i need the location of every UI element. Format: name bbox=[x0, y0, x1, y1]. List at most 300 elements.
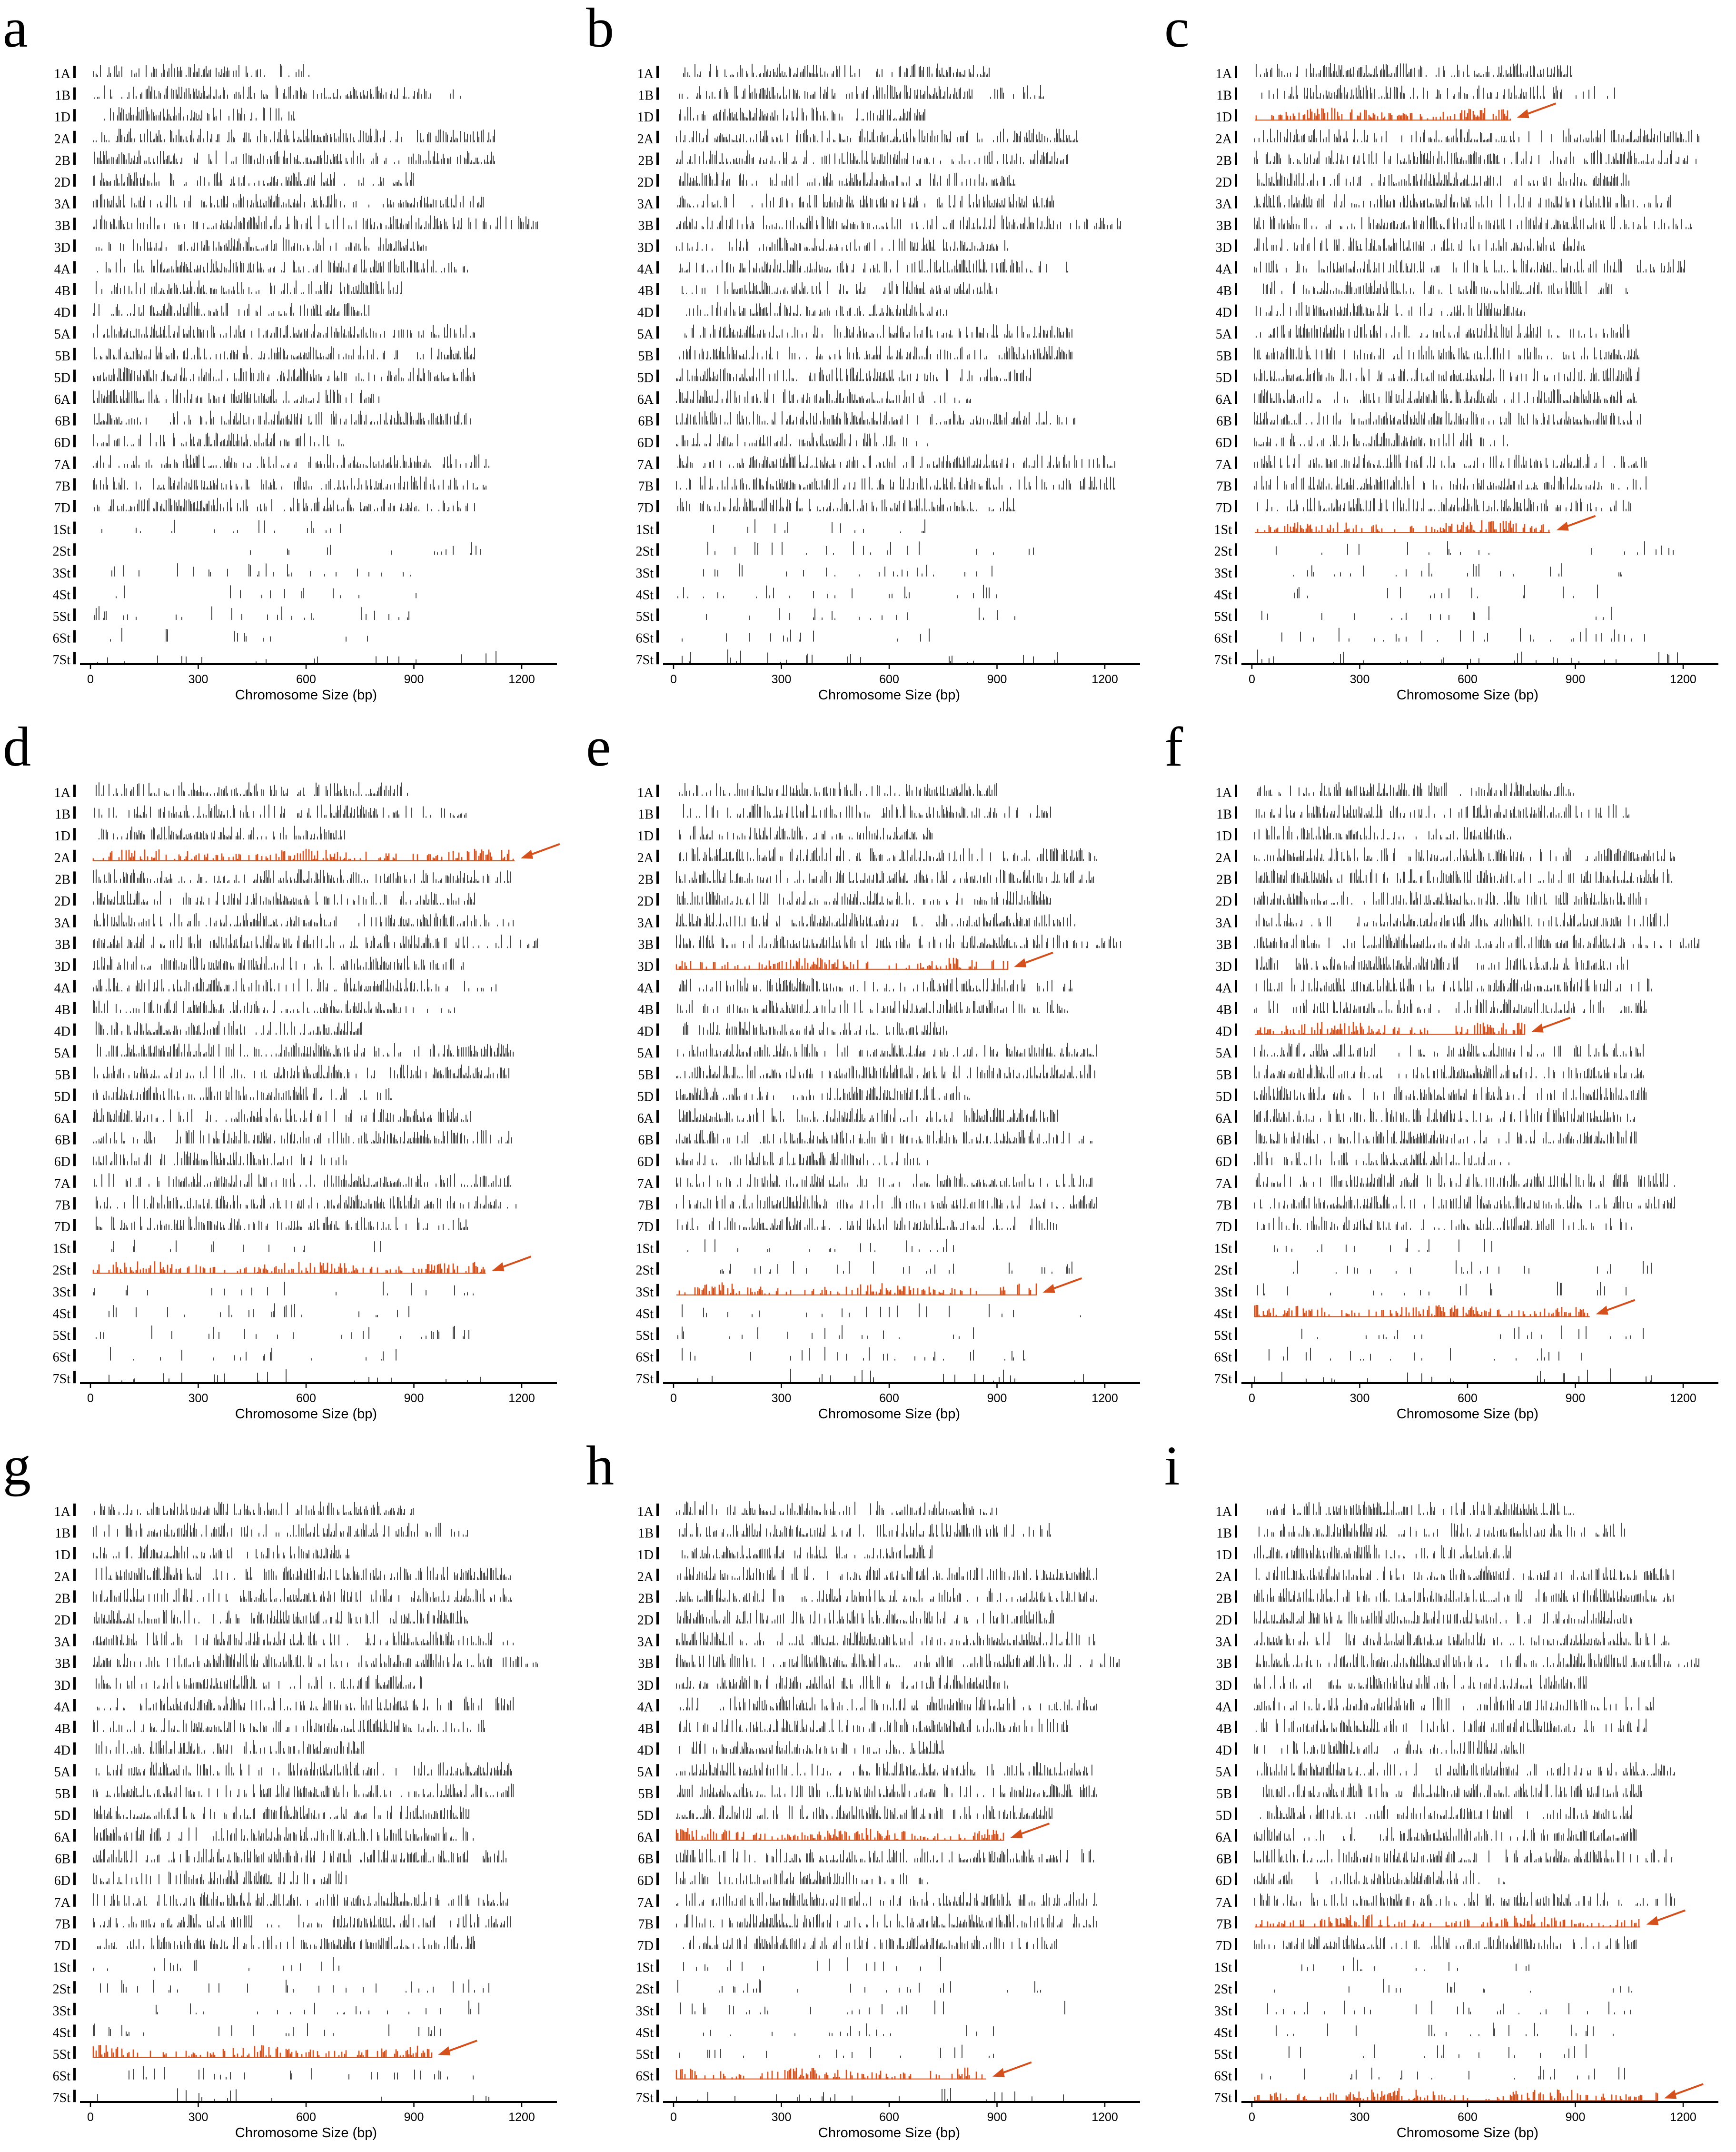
chromosome-label: 5St bbox=[1214, 609, 1232, 624]
track-marker bbox=[73, 807, 76, 819]
marker-density-bars bbox=[1255, 216, 1692, 229]
track-marker bbox=[656, 785, 659, 797]
marker-density-bars bbox=[676, 1849, 1093, 1863]
chromosome-label: 4A bbox=[637, 981, 654, 996]
marker-density-bars bbox=[96, 1762, 512, 1775]
chromosome-label: 6D bbox=[1215, 1155, 1232, 1170]
marker-density-bars bbox=[95, 913, 513, 927]
x-tick-label: 0 bbox=[670, 1392, 677, 1405]
marker-density-bars bbox=[1258, 1216, 1632, 1230]
chromosome-track-6D bbox=[637, 1152, 928, 1169]
marker-density-bars bbox=[1256, 1566, 1673, 1580]
marker-density-bars bbox=[676, 368, 1031, 381]
marker-density-bars bbox=[682, 1544, 932, 1558]
chromosome-track-1B bbox=[638, 85, 1043, 103]
marker-density-bars bbox=[93, 1653, 537, 1667]
chromosome-label: 7D bbox=[637, 1939, 654, 1953]
track-marker bbox=[73, 218, 76, 230]
chromosome-label: 6St bbox=[635, 631, 654, 646]
marker-density-bars bbox=[1255, 1065, 1643, 1078]
track-marker bbox=[1235, 218, 1237, 230]
chromosome-track-4B bbox=[638, 281, 996, 299]
chromosome-track-4D bbox=[637, 1022, 946, 1039]
marker-density-bars bbox=[95, 1065, 509, 1078]
chromosome-label: 1D bbox=[637, 829, 654, 844]
chromosome-track-7B bbox=[55, 1195, 516, 1213]
track-marker bbox=[1235, 1176, 1237, 1188]
track-marker bbox=[73, 1894, 76, 1907]
chromosome-label: 5A bbox=[637, 327, 654, 342]
track-marker bbox=[1235, 1197, 1237, 1209]
track-marker bbox=[1235, 1677, 1237, 1690]
track-marker bbox=[656, 1699, 659, 1711]
chromosome-label: 3D bbox=[54, 1678, 70, 1693]
track-marker bbox=[1235, 1569, 1237, 1581]
chromosome-label: 6St bbox=[52, 2069, 70, 2084]
marker-density-bars bbox=[684, 1936, 1056, 1949]
marker-density-bars bbox=[678, 1783, 1096, 1797]
marker-density-bars bbox=[688, 1239, 953, 1252]
track-marker bbox=[1235, 1525, 1237, 1538]
track-marker bbox=[1235, 1002, 1237, 1014]
marker-density-bars bbox=[1255, 934, 1699, 948]
chromosome-track-1St bbox=[636, 519, 925, 538]
chromosome-label: 3St bbox=[52, 566, 70, 581]
marker-density-bars bbox=[1255, 433, 1508, 447]
track-marker bbox=[73, 1743, 76, 1755]
track-marker bbox=[73, 1024, 76, 1036]
marker-density-bars bbox=[714, 519, 925, 533]
chromosome-track-5B bbox=[1216, 1065, 1643, 1083]
chromosome-label: 6A bbox=[1215, 392, 1232, 407]
chromosome-label: 5St bbox=[635, 1328, 654, 1343]
chromosome-track-4St bbox=[1214, 585, 1597, 603]
x-tick-label: 600 bbox=[1458, 2111, 1478, 2124]
track-marker bbox=[73, 283, 76, 295]
marker-density-bars bbox=[93, 1261, 485, 1274]
track-marker bbox=[1235, 174, 1237, 187]
marker-density-bars bbox=[1255, 194, 1670, 208]
marker-density-bars bbox=[1256, 1719, 1646, 1732]
marker-density-bars bbox=[93, 1108, 470, 1122]
marker-density-bars bbox=[676, 1871, 928, 1884]
marker-density-bars bbox=[721, 1261, 1072, 1274]
track-marker bbox=[73, 1262, 76, 1275]
track-marker bbox=[656, 1241, 659, 1253]
track-marker bbox=[73, 937, 76, 949]
marker-density-bars bbox=[1275, 1979, 1632, 1993]
x-tick-label: 1200 bbox=[508, 1392, 535, 1405]
chromosome-track-7D bbox=[1216, 498, 1630, 516]
chromosome-label: 1B bbox=[55, 807, 70, 822]
track-marker bbox=[73, 980, 76, 992]
chromosome-label: 2A bbox=[1215, 131, 1232, 147]
chromosome-track-1B bbox=[55, 85, 460, 103]
track-marker bbox=[1235, 326, 1237, 339]
track-marker bbox=[1235, 1504, 1237, 1516]
chromosome-label: 4B bbox=[1216, 1003, 1232, 1017]
chromosome-track-4A bbox=[637, 1696, 1096, 1714]
chromosome-label: 2A bbox=[637, 1569, 654, 1584]
track-marker bbox=[656, 1873, 659, 1885]
track-marker bbox=[73, 1569, 76, 1581]
marker-density-bars bbox=[95, 85, 460, 99]
marker-density-bars bbox=[156, 2001, 479, 2014]
chromosome-track-6A bbox=[54, 389, 379, 407]
track-marker bbox=[656, 2003, 659, 2015]
x-axis-title: Chromosome Size (bp) bbox=[235, 2125, 377, 2141]
chromosome-label: 6B bbox=[1216, 1852, 1232, 1867]
marker-density-bars bbox=[110, 1347, 396, 1361]
chromosome-label: 4A bbox=[54, 1700, 70, 1715]
chromosome-track-2A bbox=[54, 1566, 510, 1584]
marker-density-bars bbox=[95, 346, 475, 359]
chromosome-label: 1D bbox=[637, 110, 654, 125]
marker-density-bars bbox=[685, 324, 1072, 338]
track-marker bbox=[656, 478, 659, 490]
track-marker bbox=[656, 1721, 659, 1733]
panel-letter: a bbox=[3, 0, 28, 59]
chromosome-label: 4A bbox=[637, 1700, 654, 1715]
chromosome-label: 3D bbox=[637, 240, 654, 255]
chromosome-track-3A bbox=[637, 1632, 1095, 1650]
track-marker bbox=[656, 261, 659, 273]
x-tick-label: 0 bbox=[87, 2111, 94, 2124]
chromosome-track-6St bbox=[1214, 2066, 1625, 2083]
marker-density-bars bbox=[1258, 1762, 1675, 1775]
marker-density-bars bbox=[676, 1805, 1052, 1819]
track-marker bbox=[73, 1088, 76, 1101]
chromosome-track-1D bbox=[637, 1544, 932, 1563]
track-marker bbox=[73, 1699, 76, 1711]
chromosome-label: 6B bbox=[638, 1133, 654, 1148]
chromosome-label: 7A bbox=[1215, 1895, 1232, 1910]
chromosome-track-5B bbox=[638, 1065, 1095, 1083]
chromosome-label: 6B bbox=[55, 414, 70, 429]
chromosome-track-5St bbox=[636, 2045, 993, 2062]
chromosome-label: 6A bbox=[637, 1830, 654, 1845]
marker-density-bars bbox=[679, 85, 1043, 99]
track-marker bbox=[73, 1305, 76, 1318]
track-marker bbox=[73, 1677, 76, 1690]
chromosome-track-2St bbox=[1214, 1979, 1632, 1997]
marker-density-bars bbox=[679, 978, 1072, 992]
karyotype-plot bbox=[0, 1435, 578, 2152]
chromosome-label: 4D bbox=[54, 1743, 70, 1758]
chromosome-track-7A bbox=[637, 454, 1115, 472]
highlight-arrowhead bbox=[1014, 958, 1026, 967]
track-marker bbox=[1235, 871, 1237, 884]
marker-density-bars bbox=[93, 129, 495, 142]
chromosome-track-7A bbox=[1216, 454, 1646, 472]
track-marker bbox=[656, 305, 659, 317]
chromosome-label: 2D bbox=[54, 1613, 70, 1628]
track-marker bbox=[656, 326, 659, 339]
track-marker bbox=[656, 174, 659, 187]
track-marker bbox=[1235, 1371, 1237, 1383]
marker-density-bars bbox=[1258, 1282, 1626, 1295]
marker-density-bars bbox=[1275, 1239, 1492, 1252]
marker-density-bars bbox=[95, 498, 475, 511]
marker-density-bars bbox=[1255, 1086, 1646, 1100]
track-marker bbox=[656, 915, 659, 927]
chromosome-track-3B bbox=[55, 215, 537, 233]
panel-i bbox=[1161, 1435, 1736, 2152]
chromosome-track-3B bbox=[55, 934, 537, 952]
chromosome-label: 5D bbox=[54, 1808, 70, 1823]
chromosome-label: 6St bbox=[635, 2069, 654, 2084]
chromosome-label: 2A bbox=[54, 850, 70, 866]
chromosome-track-3B bbox=[638, 1654, 1119, 1672]
chromosome-label: 3A bbox=[54, 916, 70, 931]
marker-density-bars bbox=[95, 1502, 413, 1515]
karyotype-plot bbox=[583, 1435, 1161, 2152]
chromosome-track-5D bbox=[637, 368, 1031, 386]
track-marker bbox=[73, 1132, 76, 1145]
chromosome-track-6B bbox=[1216, 1849, 1672, 1867]
track-marker bbox=[73, 478, 76, 490]
marker-density-bars bbox=[98, 651, 496, 663]
chromosome-label: 2B bbox=[1216, 1591, 1232, 1606]
marker-density-bars bbox=[93, 1282, 473, 1295]
chromosome-track-6B bbox=[55, 411, 470, 429]
chromosome-track-6A bbox=[637, 389, 971, 407]
chromosome-label: 4B bbox=[638, 1003, 654, 1017]
track-marker bbox=[656, 1002, 659, 1014]
x-tick-label: 0 bbox=[670, 2111, 677, 2124]
track-marker bbox=[656, 66, 659, 78]
marker-density-bars bbox=[1258, 782, 1573, 796]
chromosome-track-6A bbox=[54, 1108, 470, 1126]
chromosome-label: 1St bbox=[635, 522, 654, 538]
track-marker bbox=[656, 1981, 659, 1993]
track-marker bbox=[656, 1045, 659, 1057]
track-marker bbox=[1235, 1786, 1237, 1798]
marker-density-bars bbox=[98, 1935, 475, 1949]
track-marker bbox=[656, 1327, 659, 1340]
chromosome-track-3B bbox=[1216, 934, 1699, 952]
chromosome-label: 7D bbox=[54, 1939, 70, 1953]
chromosome-label: 4St bbox=[1214, 2025, 1232, 2041]
chromosome-label: 6St bbox=[52, 631, 70, 646]
chromosome-track-3B bbox=[638, 215, 1121, 233]
chromosome-track-6St bbox=[53, 628, 367, 646]
track-marker bbox=[1235, 196, 1237, 209]
track-marker bbox=[656, 1110, 659, 1123]
chromosome-label: 1St bbox=[635, 1241, 654, 1256]
x-tick-label: 600 bbox=[1458, 1392, 1478, 1405]
marker-density-bars bbox=[112, 563, 410, 577]
track-marker bbox=[1235, 152, 1237, 165]
chromosome-label: 3A bbox=[637, 1634, 654, 1650]
marker-density-bars bbox=[676, 1195, 1096, 1208]
track-marker bbox=[73, 1002, 76, 1014]
marker-density-bars bbox=[676, 1174, 1092, 1187]
chromosome-track-7A bbox=[54, 1892, 507, 1910]
x-tick-label: 900 bbox=[404, 2111, 424, 2124]
track-marker bbox=[1235, 131, 1237, 143]
chromosome-track-6B bbox=[55, 1849, 506, 1867]
x-tick-label: 600 bbox=[879, 2111, 899, 2124]
track-marker bbox=[656, 1807, 659, 1820]
chromosome-track-2A bbox=[54, 844, 560, 866]
marker-density-bars bbox=[1262, 606, 1612, 620]
chromosome-label: 3St bbox=[1214, 566, 1232, 581]
chromosome-track-1A bbox=[54, 782, 407, 800]
chromosome-label: 3D bbox=[1215, 1678, 1232, 1693]
chromosome-track-4A bbox=[1216, 259, 1685, 277]
chromosome-label: 1B bbox=[1216, 1526, 1232, 1541]
chromosome-track-6B bbox=[1216, 1130, 1636, 1148]
x-tick-label: 1200 bbox=[1091, 2111, 1118, 2124]
x-tick-label: 300 bbox=[771, 673, 792, 686]
chromosome-track-5St bbox=[1214, 606, 1612, 624]
chromosome-track-1A bbox=[1216, 63, 1572, 81]
chromosome-track-5D bbox=[54, 368, 475, 386]
panel-g bbox=[0, 1435, 578, 2152]
track-marker bbox=[73, 1327, 76, 1340]
marker-density-bars bbox=[676, 433, 928, 447]
chromosome-track-2D bbox=[54, 1610, 467, 1628]
chromosome-track-1D bbox=[637, 826, 932, 844]
track-marker bbox=[656, 131, 659, 143]
chromosome-label: 2A bbox=[1215, 850, 1232, 866]
chromosome-label: 2A bbox=[637, 131, 654, 147]
marker-density-bars bbox=[95, 1610, 467, 1624]
marker-density-bars bbox=[678, 1610, 1053, 1624]
marker-density-bars bbox=[95, 606, 409, 620]
marker-density-bars bbox=[93, 302, 369, 316]
chromosome-track-4B bbox=[638, 999, 1068, 1017]
chromosome-label: 7B bbox=[1216, 1917, 1232, 1932]
chromosome-track-2A bbox=[1216, 1566, 1673, 1584]
chromosome-label: 6B bbox=[638, 1852, 654, 1867]
track-marker bbox=[656, 109, 659, 121]
panel-letter: d bbox=[3, 716, 31, 778]
marker-density-bars bbox=[93, 1957, 339, 1971]
chromosome-label: 7B bbox=[1216, 479, 1232, 494]
marker-density-bars bbox=[1255, 150, 1696, 164]
chromosome-track-5B bbox=[55, 1065, 509, 1083]
chromosome-label: 5B bbox=[1216, 1786, 1232, 1802]
marker-density-bars bbox=[1255, 1936, 1636, 1950]
track-marker bbox=[656, 1547, 659, 1559]
chromosome-track-1B bbox=[1216, 85, 1615, 103]
chromosome-label: 1St bbox=[52, 522, 70, 538]
marker-density-bars bbox=[1255, 1151, 1509, 1165]
chromosome-label: 5St bbox=[52, 2047, 70, 2062]
track-marker bbox=[73, 196, 76, 209]
track-marker bbox=[656, 348, 659, 360]
marker-density-bars bbox=[93, 194, 483, 208]
marker-density-bars bbox=[93, 476, 486, 490]
marker-density-bars bbox=[93, 1718, 485, 1732]
chromosome-track-3B bbox=[1216, 216, 1692, 233]
marker-density-bars bbox=[1268, 2001, 1630, 2014]
x-tick-label: 900 bbox=[987, 673, 1007, 686]
x-tick-label: 600 bbox=[296, 1392, 316, 1405]
marker-density-bars bbox=[1263, 1783, 1642, 1797]
chromosome-label: 3St bbox=[635, 1285, 654, 1300]
track-marker bbox=[656, 937, 659, 949]
chromosome-label: 7D bbox=[1215, 1220, 1232, 1235]
chromosome-track-3D bbox=[1216, 956, 1627, 974]
marker-density-bars bbox=[686, 302, 946, 316]
marker-density-bars bbox=[109, 1369, 480, 1382]
chromosome-label: 6D bbox=[54, 436, 70, 451]
track-marker bbox=[1235, 261, 1237, 273]
chromosome-track-2St bbox=[636, 1979, 1041, 1997]
marker-density-bars bbox=[1255, 847, 1675, 861]
chromosome-label: 5B bbox=[638, 1067, 654, 1083]
marker-density-bars bbox=[1276, 2022, 1613, 2036]
chromosome-label: 6B bbox=[55, 1852, 70, 1867]
marker-density-bars bbox=[1255, 411, 1640, 425]
chromosome-label: 6St bbox=[1214, 1350, 1232, 1365]
track-marker bbox=[73, 2003, 76, 2015]
track-marker bbox=[73, 785, 76, 797]
track-marker bbox=[1235, 348, 1237, 360]
x-tick-label: 1200 bbox=[1670, 1392, 1696, 1405]
chromosome-track-2D bbox=[54, 172, 413, 190]
chromosome-track-7D bbox=[1216, 1936, 1636, 1954]
chromosome-track-5A bbox=[54, 1762, 512, 1780]
marker-density-bars bbox=[679, 847, 1096, 861]
x-tick-label: 600 bbox=[879, 1392, 899, 1405]
chromosome-track-2A bbox=[1216, 847, 1675, 866]
chromosome-track-5B bbox=[55, 346, 475, 364]
track-marker bbox=[1235, 413, 1237, 426]
marker-density-bars bbox=[95, 1173, 510, 1187]
chromosome-track-2A bbox=[1216, 129, 1699, 147]
chromosome-track-5St bbox=[53, 2041, 477, 2062]
chromosome-label: 1St bbox=[52, 1960, 70, 1975]
chromosome-label: 7St bbox=[635, 1372, 654, 1387]
x-tick-label: 600 bbox=[1458, 673, 1478, 686]
chromosome-track-6St bbox=[53, 1347, 396, 1365]
chromosome-label: 4A bbox=[1215, 981, 1232, 996]
karyotype-plot bbox=[1161, 716, 1736, 1433]
track-marker bbox=[1235, 478, 1237, 490]
highlight-arrowhead bbox=[438, 2046, 450, 2055]
marker-density-bars bbox=[1256, 1130, 1636, 1144]
chromosome-track-5D bbox=[1216, 1805, 1632, 1823]
chromosome-track-3St bbox=[636, 1278, 1082, 1300]
chromosome-track-2D bbox=[637, 1610, 1053, 1628]
chromosome-track-4B bbox=[55, 1718, 485, 1736]
x-tick-label: 900 bbox=[987, 1392, 1007, 1405]
track-marker bbox=[1235, 958, 1237, 971]
track-marker bbox=[656, 958, 659, 971]
chromosome-track-1St bbox=[636, 1957, 941, 1975]
marker-density-bars bbox=[1255, 1827, 1636, 1841]
track-marker bbox=[656, 1371, 659, 1383]
chromosome-track-3A bbox=[54, 913, 513, 931]
marker-density-bars bbox=[1255, 1195, 1675, 1208]
marker-density-bars bbox=[676, 215, 1121, 229]
x-tick-label: 900 bbox=[1565, 2111, 1586, 2124]
chromosome-label: 4St bbox=[635, 1306, 654, 1322]
track-marker bbox=[1235, 2090, 1237, 2102]
chromosome-label: 3D bbox=[54, 959, 70, 974]
marker-density-bars bbox=[679, 259, 1068, 273]
track-marker bbox=[73, 457, 76, 469]
chromosome-label: 3St bbox=[1214, 1285, 1232, 1300]
track-marker bbox=[1235, 66, 1237, 78]
chromosome-label: 1A bbox=[54, 786, 70, 800]
track-marker bbox=[1235, 2024, 1237, 2037]
track-marker bbox=[1235, 1262, 1237, 1275]
